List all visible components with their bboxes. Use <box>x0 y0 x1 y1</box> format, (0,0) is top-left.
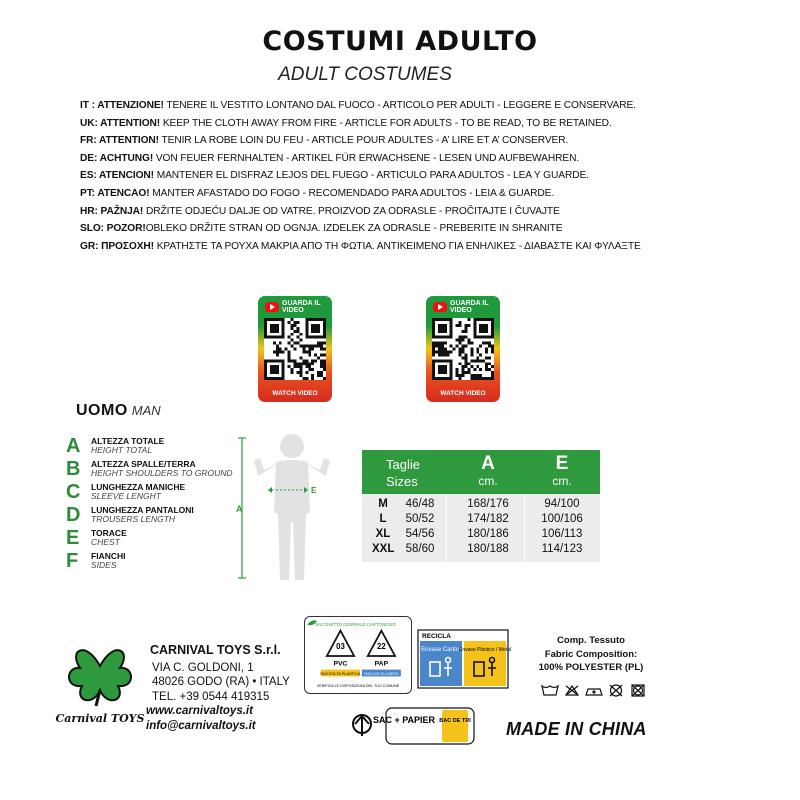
page-title: COSTUMI ADULTO <box>262 26 538 57</box>
warning-gr: GR: ΠΡΟΣΟΧΗ! ΚΡΑΤΗΣΤΕ ΤΑ ΡΟΥΧΑ ΜΑΚΡΙΑ ΑΠΟ ΤΗ ΦΩΤΙΑ. ΑΝΤΙΚΕΙΜΕΝΟ ΓΙΑ ΕΝΗΛΙΚΕΣ - ΔΙΑΒΑΣΤΕ ΚΑΙ ΦΥΛΑΞΤΕ <box>80 240 641 252</box>
logo-text: Carnival TOYS <box>55 712 145 725</box>
page-subtitle: ADULT COSTUMES <box>278 64 452 85</box>
care-symbols-icon <box>540 683 648 697</box>
warnings-list <box>80 97 780 255</box>
warning-es: ES: ATENCION! MANTENER EL DISFRAZ LEJOS DEL FUEGO - ARTICULO PARA ADULTOS - LEA Y GUARDE. <box>80 170 589 182</box>
svg-text:RECICLA: RECICLA <box>422 633 451 640</box>
svg-text:BAC DE TRI: BAC DE TRI <box>439 718 471 724</box>
size-table <box>362 450 600 562</box>
carnival-toys-logo <box>55 636 145 732</box>
qr-video-card-1[interactable]: GUARDA IL VIDEO WATCH VIDEO <box>258 296 332 402</box>
svg-text:Envase Cartón: Envase Cartón <box>421 647 461 653</box>
table-row: XXL 58/60 180/188 114/123 <box>372 543 583 555</box>
qr-video-card-2[interactable]: GUARDA IL VIDEO WATCH VIDEO <box>426 296 500 402</box>
company-info: CARNIVAL TOYS S.r.l. VIA C. GOLDONI, 1 48026 GODO (RA) • ITALY TEL. +39 0544 419315 www.carnivaltoys.it info@carnivaltoys.it <box>146 643 290 732</box>
youtube-icon <box>265 302 279 312</box>
recicla-box <box>418 630 511 688</box>
svg-text:RACCOLTA CARTA: RACCOLTA CARTA <box>364 670 399 676</box>
svg-text:RACCOLTA PLASTICA: RACCOLTA PLASTICA <box>320 670 361 676</box>
warning-it: IT : ATTENZIONE! TENERE IL VESTITO LONTANO DAL FUOCO - ARTICOLO PER ADULTI - LEGGERE E CONSERVARE. <box>80 100 636 111</box>
company-name: CARNIVAL TOYS S.r.l. <box>150 643 281 657</box>
warning-hr: HR: PAŽNJA! DRŽITE ODJEĆU DALJE OD VATRE. PROIZVOD ZA ODRASLE - PROČITAJTE I ČUVAJTE <box>80 205 560 217</box>
qr-code-icon <box>264 318 326 380</box>
table-row: L 50/52 174/182 100/106 <box>379 513 583 525</box>
warning-slo: SLO: POZOR!OBLEKO DRŽITE STRAN OD OGNJA. IZDELEK ZA ODRASLE - PREBERITE IN SHRANITE <box>80 223 563 235</box>
fabric-composition: Comp. Tessuto Fabric Composition: 100% POLYESTER (PL) <box>538 635 644 673</box>
warning-pt: PT: ATENCAO! MANTER AFASTADO DO FOGO - RECOMENDADO PARA ADULTOS - LEIA & GUARDE. <box>80 187 555 199</box>
qr-code-icon <box>432 318 494 380</box>
svg-text:PVC: PVC <box>333 660 348 668</box>
triman-sorting-icon <box>350 702 480 748</box>
svg-text:Envase Plástico / Metal: Envase Plástico / Metal <box>459 647 511 653</box>
section-heading-man: UOMO MAN <box>76 402 161 419</box>
recycling-codes-box <box>304 616 412 694</box>
svg-text:SAC + PAPIER: SAC + PAPIER <box>372 715 436 725</box>
made-in-label: MADE IN CHINA <box>506 719 647 739</box>
warning-de: DE: ACHTUNG! VON FEUER FERNHALTEN - ARTIKEL FÜR ERWACHSENE - LESEN UND AUFBEWAHREN. <box>80 152 580 164</box>
figure-label-a: A <box>236 504 243 514</box>
warning-uk: UK: ATTENTION! KEEP THE CLOTH AWAY FROM FIRE - ARTICLE FOR ADULTS - TO BE READ, TO BE RETAINED. <box>80 117 612 129</box>
table-row: XL 54/56 180/186 106/113 <box>375 528 583 540</box>
svg-text:VERIFICA LE DISPOSIZIONI DEL T: VERIFICA LE DISPOSIZIONI DEL TUO COMUNE <box>316 684 400 689</box>
svg-text:03: 03 <box>336 642 345 652</box>
svg-text:PAP: PAP <box>374 660 389 668</box>
warning-fr: FR: ATTENTION! TENIR LA ROBE LOIN DU FEU - ARTICLE POUR ADULTES - A’ LIRE ET A’ CONSERVER. <box>80 135 569 147</box>
youtube-icon <box>433 302 447 312</box>
company-email[interactable]: info@carnivaltoys.it <box>146 719 256 732</box>
table-row: M 46/48 168/176 94/100 <box>378 498 580 510</box>
body-measure-figure <box>236 432 336 582</box>
size-table-header: Taglie Sizes A cm. E cm. <box>362 450 600 494</box>
svg-text:SACCHETTO GIORNALE: SACCHETTO GIORNALE <box>315 621 366 627</box>
svg-text:CARTONCINO: CARTONCINO <box>366 621 397 627</box>
svg-text:22: 22 <box>377 642 386 652</box>
company-website[interactable]: www.carnivaltoys.it <box>146 705 253 717</box>
figure-label-e: E <box>311 486 317 495</box>
